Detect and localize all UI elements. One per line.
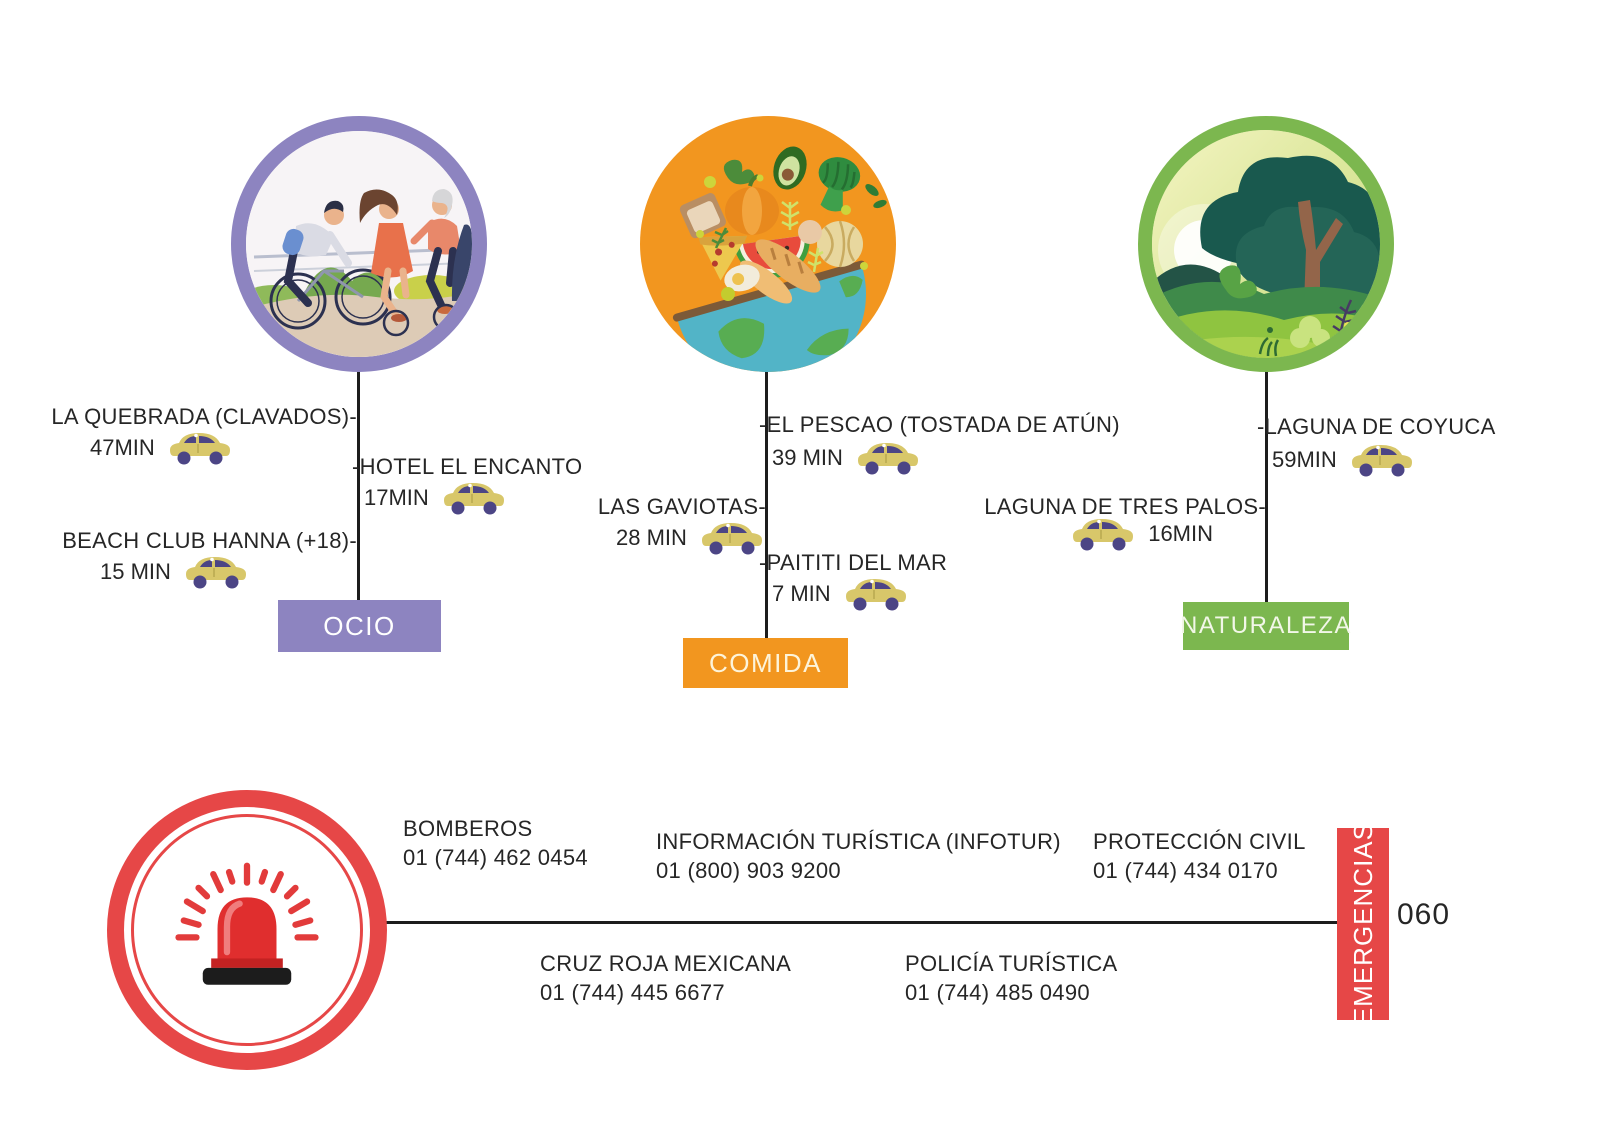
poi-name: -LAGUNA DE COYUCA xyxy=(1257,414,1496,439)
car-icon xyxy=(856,438,920,478)
travel-minutes: 59MIN xyxy=(1272,447,1337,472)
poi-travel-time xyxy=(1071,512,1213,556)
contact-phone: 01 (800) 903 9200 xyxy=(656,858,841,883)
contact-phone: 01 (744) 485 0490 xyxy=(905,980,1090,1005)
contact-phone: 01 (744) 462 0454 xyxy=(403,845,588,870)
emergencias-badge xyxy=(1337,822,1389,1026)
ocio-connector-line xyxy=(357,366,360,602)
emergencias-label: EMERGENCIAS xyxy=(1347,822,1378,1026)
ocio-circle xyxy=(231,116,487,372)
emergency-circle xyxy=(107,790,387,1070)
travel-minutes: 39 MIN xyxy=(772,445,843,470)
poi-travel-time xyxy=(616,516,764,560)
contact-name: PROTECCIÓN CIVIL xyxy=(1093,829,1306,854)
poi-name: BEACH CLUB HANNA (+18)- xyxy=(62,528,357,553)
poi-name: LAGUNA DE TRES PALOS- xyxy=(984,494,1266,519)
poi-travel-time xyxy=(100,550,248,594)
travel-minutes: 17MIN xyxy=(364,485,429,510)
poi-name: -HOTEL EL ENCANTO xyxy=(352,454,583,479)
emergency-contact xyxy=(656,827,1061,885)
poi-travel-time xyxy=(772,572,908,616)
poi-name: LAS GAVIOTAS- xyxy=(597,494,766,519)
contact-phone: 01 (744) 434 0170 xyxy=(1093,858,1278,883)
contact-name: BOMBEROS xyxy=(403,816,533,841)
car-icon xyxy=(700,518,764,558)
car-icon xyxy=(184,552,248,592)
poi-name: -PAITITI DEL MAR xyxy=(759,550,948,575)
naturaleza-circle xyxy=(1138,116,1394,372)
comida-circle xyxy=(640,116,896,372)
poi-travel-time xyxy=(90,426,232,470)
emergency-contact xyxy=(905,949,1118,1007)
category-badge-ocio xyxy=(278,600,441,652)
travel-minutes: 28 MIN xyxy=(616,525,687,550)
poi-travel-time xyxy=(1272,438,1414,482)
poi-travel-time xyxy=(772,436,920,480)
siren-icon xyxy=(168,851,326,1009)
car-icon xyxy=(168,428,232,468)
category-badge-naturaleza xyxy=(1180,602,1352,650)
people-cycling-illustration xyxy=(246,131,472,357)
category-label: NATURALEZA xyxy=(1180,612,1352,639)
contact-name: INFORMACIÓN TURÍSTICA (INFOTUR) xyxy=(656,829,1061,854)
travel-minutes: 16MIN xyxy=(1148,521,1213,546)
car-icon xyxy=(844,574,908,614)
emergency-number: 060 xyxy=(1397,898,1451,931)
emergency-line xyxy=(385,921,1337,924)
car-icon xyxy=(442,478,506,518)
emergency-contact xyxy=(540,949,791,1007)
poi-name: LA QUEBRADA (CLAVADOS)- xyxy=(51,404,357,429)
travel-minutes: 47MIN xyxy=(90,435,155,460)
poi-travel-time xyxy=(364,476,506,520)
car-icon xyxy=(1071,514,1135,554)
contact-phone: 01 (744) 445 6677 xyxy=(540,980,725,1005)
travel-minutes: 15 MIN xyxy=(100,559,171,584)
food-earth-bowl-illustration xyxy=(640,116,896,372)
category-label: COMIDA xyxy=(709,647,822,678)
travel-minutes: 7 MIN xyxy=(772,581,831,606)
emergency-contact xyxy=(403,814,588,872)
emergency-contact xyxy=(1093,827,1306,885)
contact-name: CRUZ ROJA MEXICANA xyxy=(540,951,792,976)
category-label: OCIO xyxy=(323,610,396,641)
forest-illustration xyxy=(1152,130,1380,358)
naturaleza-connector-line xyxy=(1265,368,1268,604)
poi-name: -EL PESCAO (TOSTADA DE ATÚN) xyxy=(759,412,1120,437)
contact-name: POLICÍA TURÍSTICA xyxy=(905,951,1118,976)
category-badge-comida xyxy=(683,638,848,688)
car-icon xyxy=(1350,440,1414,480)
